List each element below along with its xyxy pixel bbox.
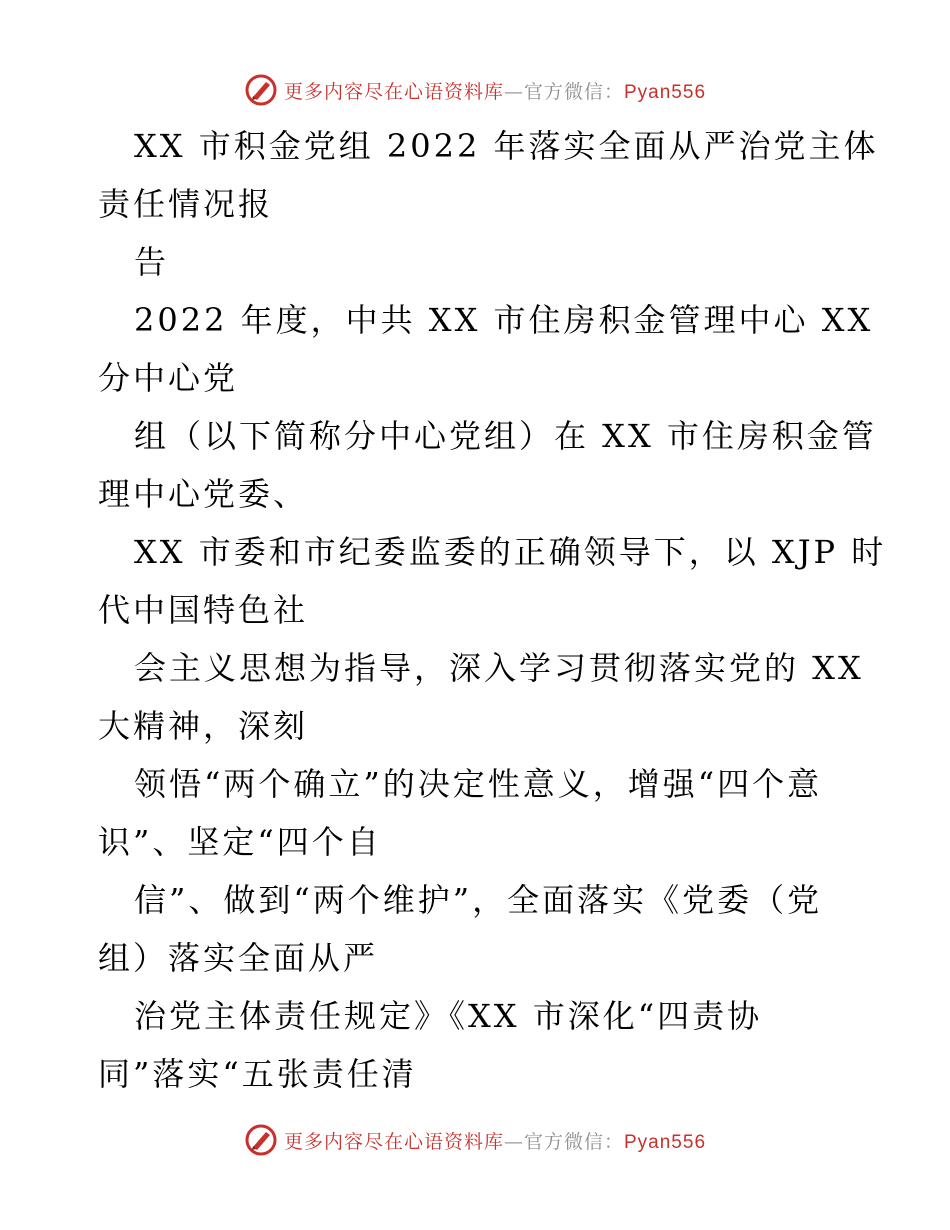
header-banner <box>0 70 950 110</box>
brand-logo-icon <box>244 1123 278 1157</box>
header-brand: 更多内容尽在心语资料库 <box>283 80 504 103</box>
doc-line-10: 会主义思想为指导，深入学习贯彻落实党的 XX <box>134 649 864 687</box>
footer-banner-text <box>284 1127 706 1154</box>
doc-title-line-2: 责任情况报 <box>98 185 274 223</box>
doc-line-17: 同”落实“五张责任清 <box>98 1055 417 1093</box>
header-wechat-label: 官方微信： <box>523 80 624 103</box>
doc-line-8: XX 市委和市纪委监委的正确领导下，以 XJP 时 <box>134 533 887 571</box>
doc-line-13: 识”、坚定“四个自 <box>98 823 382 861</box>
header-separator: — <box>503 80 524 103</box>
doc-title-line-1: XX 市积金党组 2022 年落实全面从严治党主体 <box>134 127 879 165</box>
doc-line-15: 组）落实全面从严 <box>98 939 379 977</box>
footer-banner <box>0 1120 950 1160</box>
footer-separator: — <box>503 1130 524 1153</box>
doc-line-4: 2022 年度，中共 XX 市住房积金管理中心 XX <box>134 301 874 339</box>
header-banner-text <box>284 77 706 104</box>
doc-line-6: 组（以下简称分中心党组）在 XX 市住房积金管 <box>134 417 877 455</box>
doc-title-line-3: 告 <box>134 243 170 281</box>
footer-wechat-label: 官方微信： <box>523 1130 624 1153</box>
doc-line-14: 信”、做到“两个维护”，全面落实《党委（党 <box>134 881 823 919</box>
header-wechat-id: Pyan556 <box>624 81 707 103</box>
doc-line-9: 代中国特色社 <box>98 591 309 629</box>
doc-line-11: 大精神，深刻 <box>98 707 309 745</box>
doc-line-7: 理中心党委、 <box>98 475 309 513</box>
footer-brand: 更多内容尽在心语资料库 <box>283 1130 504 1153</box>
doc-line-5: 分中心党 <box>98 359 239 397</box>
doc-line-16: 治党主体责任规定》《XX 市深化“四责协 <box>134 997 763 1035</box>
footer-wechat-id: Pyan556 <box>624 1131 707 1153</box>
brand-logo-icon <box>244 73 278 107</box>
doc-line-12: 领悟“两个确立”的决定性意义，增强“四个意 <box>134 765 823 803</box>
